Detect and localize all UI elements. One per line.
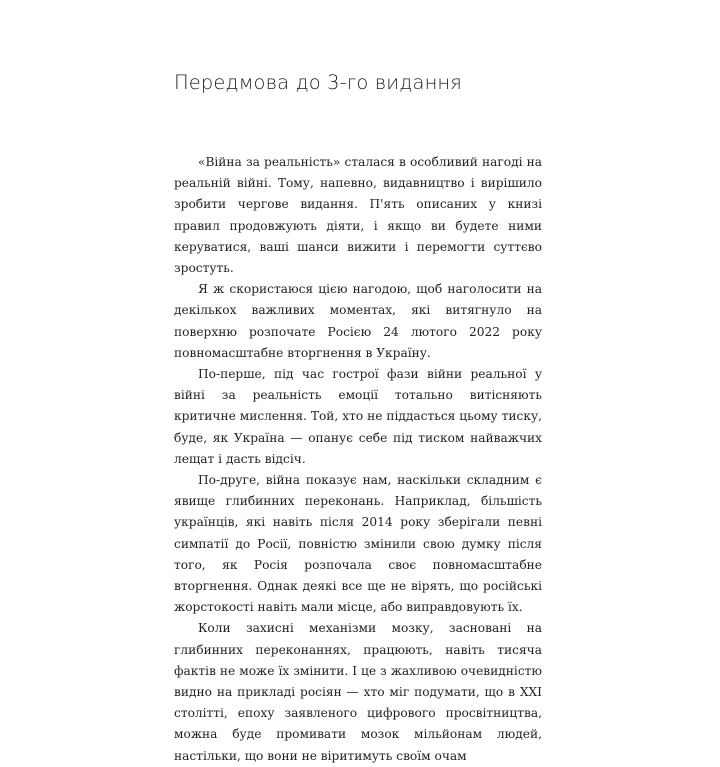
paragraph-2: Я ж скористаюся цією нагодою, щоб наголосити на декількох важливих моментах, які витягнуло на поверхню розпочате Росією 24 лютого 2022 року повномасштабне вторгнення в Україну. bbox=[174, 282, 542, 360]
paragraph-5: Коли захисні механізми мозку, засновані на глибинних переконаннях, працюють, навіть тисяча фактів не може їх змінити. І це з жахливою очевидністю видно на прикладі росіян — хто міг подумати, що в XXI столітті, епоху заявленого цифрового просвітництва, можна буде промивати мозок мільйонам людей, настільки, що вони не віритимуть своїм очам bbox=[174, 621, 542, 763]
paragraph-1: «Війна за реальність» сталася в особливий нагоді на реальній війні. Тому, напевно, видавництво і вирішило зробити чергове видання. П'ять описаних у книзі правил продовжують діяти, і якщо ви будете ними керуватися, ваші шанси вижити і перемогти суттєво зростуть. bbox=[174, 155, 542, 276]
paragraph-3: По-перше, під час гострої фази війни реальної у війні за реальність емоції тотально витісняють критичне мислення. Той, хто не піддасться цьому тиску, буде, як Україна — опанує себе під тиском найважчих лещат і дасть відсіч. bbox=[174, 367, 542, 466]
body-text bbox=[174, 152, 542, 767]
paragraph-4: По-друге, війна показує нам, наскільки складним є явище глибинних переконань. Наприклад, більшість українців, які навіть після 2014 року зберігали певні симпатії до Росії, повністю змінили свою думку після того, як Росія розпочала своє повномасштабне вторгнення. Однак деякі все ще не вірять, що російські жорстокості навіть мали місце, або виправдовують їх. bbox=[174, 473, 542, 615]
chapter-heading: Передмова до 3-го видання bbox=[174, 71, 462, 94]
